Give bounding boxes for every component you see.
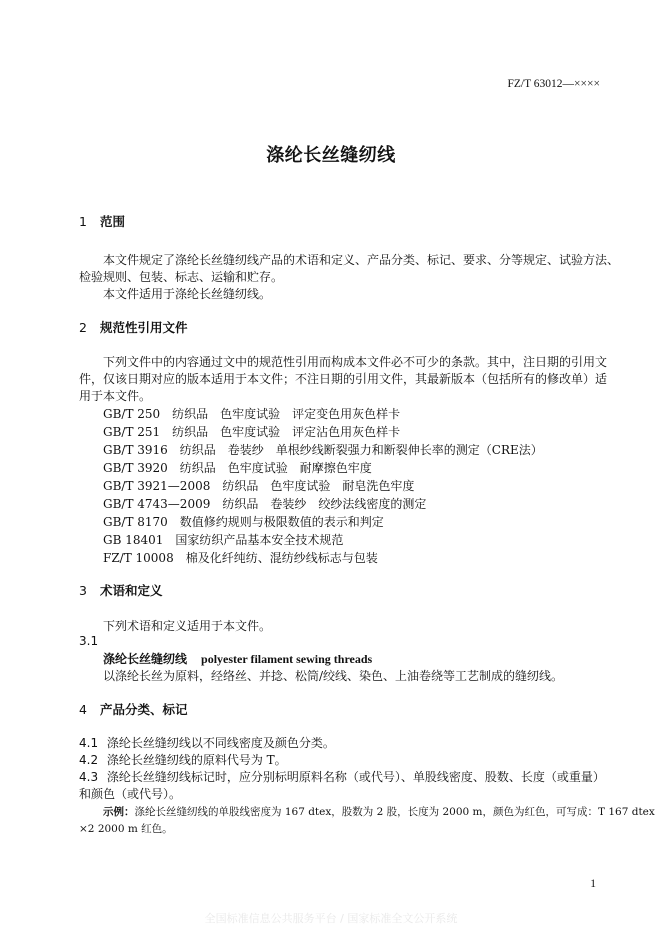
references-intro-line-2: 件，仅该日期对应的版本适用于本文件；不注日期的引用文件，其最新版本（包括所有的修改单）适: [79, 372, 608, 386]
reference-item: GB/T 3920 纺织品 色牢度试验 耐摩擦色牢度: [103, 461, 372, 475]
section-1-number: 1: [79, 214, 87, 229]
scope-paragraph-line-1: 本文件规定了涤纶长丝缝纫线产品的术语和定义、产品分类、标记、要求、分等规定、试验方法、: [103, 253, 620, 267]
section-3-number: 3: [79, 583, 87, 598]
reference-item: GB/T 3916 纺织品 卷装纱 单根纱线断裂强力和断裂伸长率的测定（CRE法）: [103, 443, 543, 457]
section-4-number: 4: [79, 702, 87, 717]
section-2-heading: [79, 318, 188, 336]
example-line-1: [103, 804, 655, 819]
clause-text: 涤纶长丝缝纫线标记时，应分别标明原料名称（或代号）、单股线密度、股数、长度（或重量）: [106, 770, 605, 784]
clause-number: 4.1: [79, 736, 99, 750]
example-text: 涤纶长丝缝纫线的单股线密度为 167 dtex，股数为 2 股，长度为 2000 m，颜色为红色，可写成：T 167 dtex: [134, 806, 655, 818]
section-1-title: 范围: [100, 214, 126, 229]
example-line-2: ×2 2000 m 红色。: [79, 823, 173, 835]
clause-4-1: [79, 734, 335, 751]
clause-4-3-line-2: 和颜色（或代号）。: [79, 787, 182, 801]
section-3-title: 术语和定义: [100, 583, 163, 598]
section-4-title: 产品分类、标记: [100, 702, 188, 717]
section-2-title: 规范性引用文件: [100, 320, 188, 335]
clause-text: 涤纶长丝缝纫线的原料代号为 T。: [106, 753, 287, 767]
term-number: 3.1: [79, 634, 99, 648]
references-intro-line-3: 用于本文件。: [79, 389, 152, 403]
clause-4-3: [79, 768, 605, 785]
clause-number: 4.2: [79, 753, 99, 767]
section-1-heading: [79, 212, 125, 230]
term-chinese: 涤纶长丝缝纫线: [103, 652, 188, 666]
document-title: 涤纶长丝缝纫线: [266, 145, 396, 166]
section-4-heading: [79, 700, 188, 718]
watermark: 全国标准信息公共服务平台 / 国家标准全文公开系统: [204, 912, 458, 925]
references-intro-line-1: 下列文件中的内容通过文中的规范性引用而构成本文件必不可少的条款。其中，注日期的引用文: [103, 355, 608, 369]
scope-paragraph-line-2: 检验规则、包装、标志、运输和贮存。: [79, 270, 284, 284]
reference-item: GB/T 8170 数值修约规则与极限数值的表示和判定: [103, 515, 384, 529]
reference-item: GB/T 3921—2008 纺织品 色牢度试验 耐皂洗色牢度: [103, 479, 415, 493]
standard-code: FZ/T 63012—××××: [507, 78, 600, 90]
term-definition: 以涤纶长丝为原料，经络丝、并捻、松筒/绞线、染色、上油卷绕等工艺制成的缝纫线。: [103, 669, 564, 683]
reference-item: FZ/T 10008 棉及化纤纯纺、混纺纱线标志与包装: [103, 551, 378, 565]
reference-item: GB/T 4743—2009 纺织品 卷装纱 绞纱法线密度的测定: [103, 497, 427, 511]
term-english: polyester filament sewing threads: [201, 652, 373, 666]
clause-4-2: [79, 751, 287, 768]
section-3-heading: [79, 581, 163, 599]
reference-item: GB 18401 国家纺织产品基本安全技术规范: [103, 533, 344, 547]
example-label: 示例：: [103, 806, 135, 818]
clause-number: 4.3: [79, 770, 99, 784]
reference-item: GB/T 251 纺织品 色牢度试验 评定沾色用灰色样卡: [103, 425, 401, 439]
clause-text: 涤纶长丝缝纫线以不同线密度及颜色分类。: [106, 736, 335, 750]
terms-intro: 下列术语和定义适用于本文件。: [103, 619, 272, 633]
term-entry: [103, 650, 372, 667]
scope-applicability: 本文件适用于涤纶长丝缝纫线。: [103, 287, 272, 301]
section-2-number: 2: [79, 320, 87, 335]
page-number: 1: [590, 878, 596, 890]
reference-item: GB/T 250 纺织品 色牢度试验 评定变色用灰色样卡: [103, 407, 401, 421]
